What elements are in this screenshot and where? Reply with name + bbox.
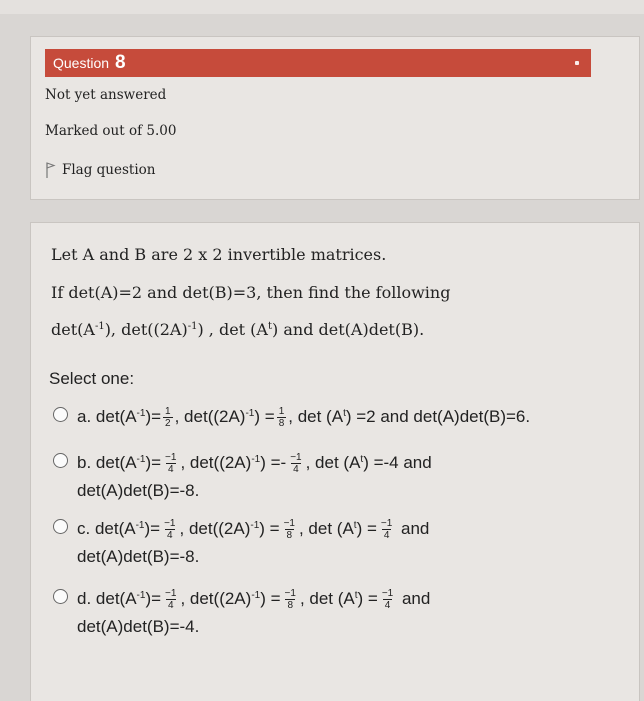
top-band	[0, 0, 644, 14]
option-a[interactable]	[53, 403, 530, 431]
option-c-radio[interactable]	[53, 519, 68, 534]
header-dot	[575, 61, 579, 65]
option-b-text: b. $\det(A^{-1})=$ $\frac{-1}{4}$ , $\det((2A)^{-1})$ =- $\frac{-1}{4}$ , $\det (A^t) =-4$ and det(A)det(B)=-8.	[77, 452, 432, 500]
option-d[interactable]	[53, 585, 430, 641]
option-d-radio[interactable]	[53, 589, 68, 604]
fraction: $\frac{-1}{4}$	[290, 452, 302, 476]
question-title: Question 8	[53, 52, 126, 73]
select-one-label: Select one:	[49, 369, 135, 388]
option-d-text: d. $\det(A^{-1})=$ $\frac{-1}{4}$ , $\det((2A)^{-1})$ = $\frac{-1}{8}$ , $\det (A^t)$ = $\frac{-1}{4}$ and det(A)det(B)=-4.	[77, 588, 431, 636]
question-text-line-2: If det(A)=2 and det(B)=3, then find the following	[51, 283, 451, 302]
question-marks: Marked out of 5.00	[45, 123, 177, 139]
fraction: $\frac{-1}{8}$	[283, 518, 295, 542]
fraction: $\frac{-1}{4}$	[165, 452, 177, 476]
flag-icon	[45, 161, 56, 179]
question-text-line-1: Let A and B are 2 x 2 invertible matrices.	[51, 245, 387, 264]
fraction: $\frac{-1}{4}$	[164, 518, 176, 542]
fraction: $\frac{1}{2}$	[165, 406, 171, 430]
flag-question-link[interactable]	[45, 161, 156, 179]
option-c-text: c. $\det(A^{-1})=$ $\frac{-1}{4}$ , $\det((2A)^{-1})$ = $\frac{-1}{8}$ , $\det (A^t)$ = $\frac{-1}{4}$ and det(A)det(B)=-8.	[77, 518, 430, 566]
fraction: $\frac{1}{8}$	[278, 406, 285, 430]
option-c[interactable]	[53, 515, 429, 571]
flag-question-label: Flag question	[62, 162, 156, 178]
fraction: $\frac{-1}{4}$	[381, 588, 394, 612]
question-header	[45, 49, 591, 77]
question-content-panel	[30, 222, 640, 701]
question-text-line-3: $\det(A^{-1})$, $\det((2A)^{-1})$ , $\det (A^t)$ and det(A)det(B).	[51, 320, 425, 339]
fraction: $\frac{-1}{4}$	[165, 588, 177, 612]
option-b-radio[interactable]	[53, 453, 68, 468]
option-b[interactable]	[53, 449, 432, 505]
fraction: $\frac{-1}{8}$	[284, 588, 296, 612]
fraction: $\frac{-1}{4}$	[380, 518, 393, 542]
question-state: Not yet answered	[45, 87, 167, 103]
question-number: 8	[114, 52, 126, 73]
question-info-panel	[30, 36, 640, 200]
option-a-radio[interactable]	[53, 407, 68, 422]
option-a-text: a. $\det(A^{-1})=$ $\frac{1}{2}$ , $\det((2A)^{-1})$ = $\frac{1}{8}$ , $\det (A^t) =2$ and det(A)det(B)=6.	[77, 406, 531, 430]
